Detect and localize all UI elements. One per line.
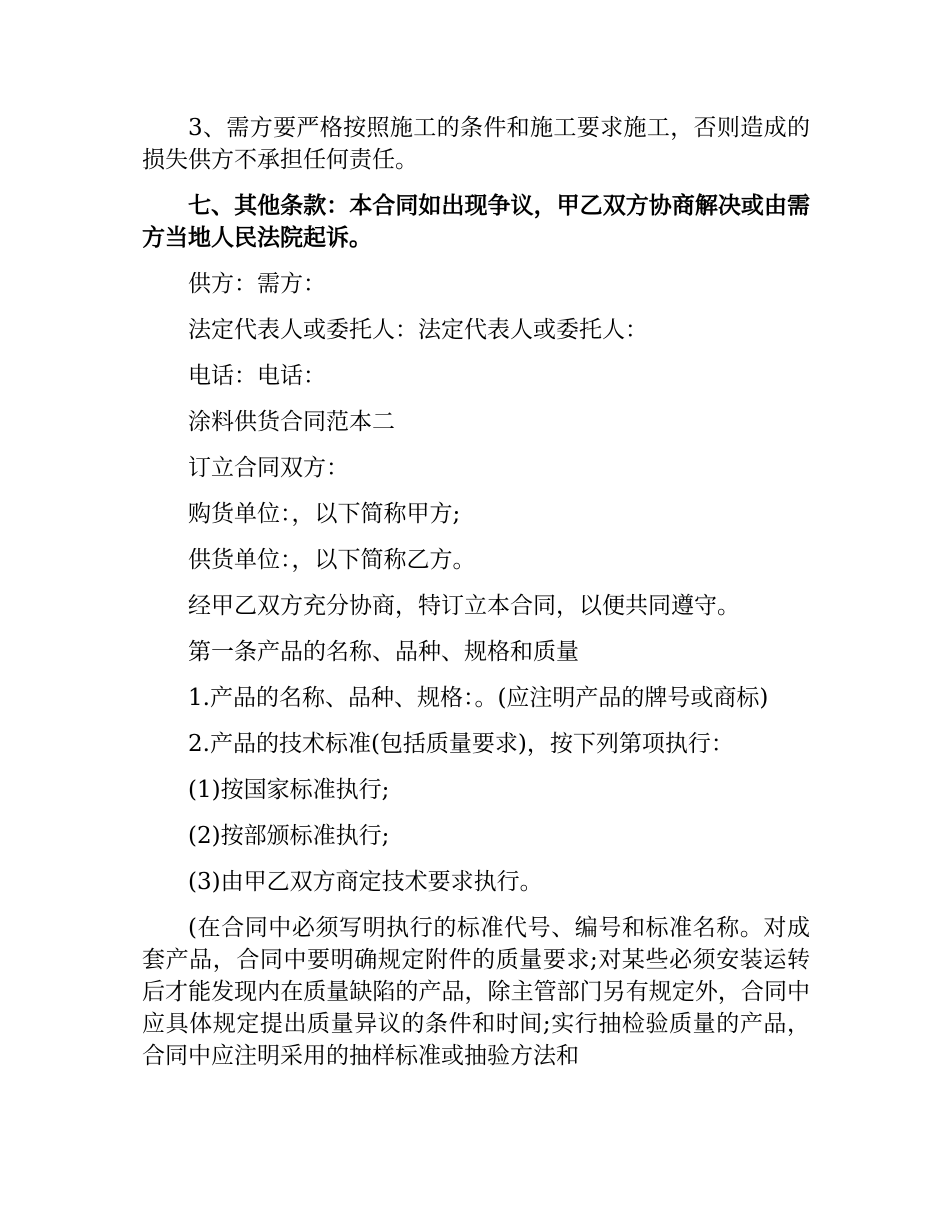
paragraph-supplier-buyer: 供方：需方： — [188, 271, 326, 297]
paragraph-item-2: 2.产品的技术标准(包括质量要求)，按下列第项执行： — [188, 731, 734, 757]
paragraph-phone: 电话：电话： — [188, 363, 326, 389]
paragraph-option-2: (2)按部颁标准执行; — [188, 823, 390, 849]
paragraph-purchaser: 购货单位：，以下简称甲方; — [188, 501, 461, 527]
document-page — [142, 112, 810, 1072]
paragraph-representative: 法定代表人或委托人：法定代表人或委托人： — [188, 317, 648, 343]
paragraph-agreement: 经甲乙双方充分协商，特订立本合同，以便共同遵守。 — [188, 593, 740, 619]
paragraph-option-1: (1)按国家标准执行; — [188, 777, 390, 803]
paragraph-clause-7-heading: 七、其他条款：本合同如出现争议，甲乙双方协商解决或由需方当地人民法院起诉。 — [142, 192, 810, 251]
paragraph-standards-note: (在合同中必须写明执行的标准代号、编号和标准名称。对成套产品，合同中要明确规定附件的质量要求;对某些必须安装运转后才能发现内在质量缺陷的产品，除主管部门另有规定外，合同中应具体规定提出质量异议的条件和时间;实行抽检验质量的产品，合同中应注明采用的抽样标准或抽验方法和 — [142, 915, 810, 1069]
paragraph-clause-3: 3、需方要严格按照施工的条件和施工要求施工，否则造成的损失供方不承担任何责任。 — [142, 115, 810, 173]
paragraph-article-1: 第一条产品的名称、品种、规格和质量 — [188, 639, 579, 665]
paragraph-contract-title-2: 涂料供货合同范本二 — [188, 409, 395, 435]
paragraph-option-3: (3)由甲乙双方商定技术要求执行。 — [188, 869, 543, 895]
paragraph-item-1: 1.产品的名称、品种、规格：。(应注明产品的牌号或商标) — [188, 685, 769, 711]
paragraph-vendor: 供货单位：，以下简称乙方。 — [188, 547, 476, 573]
paragraph-parties: 订立合同双方： — [188, 455, 349, 481]
